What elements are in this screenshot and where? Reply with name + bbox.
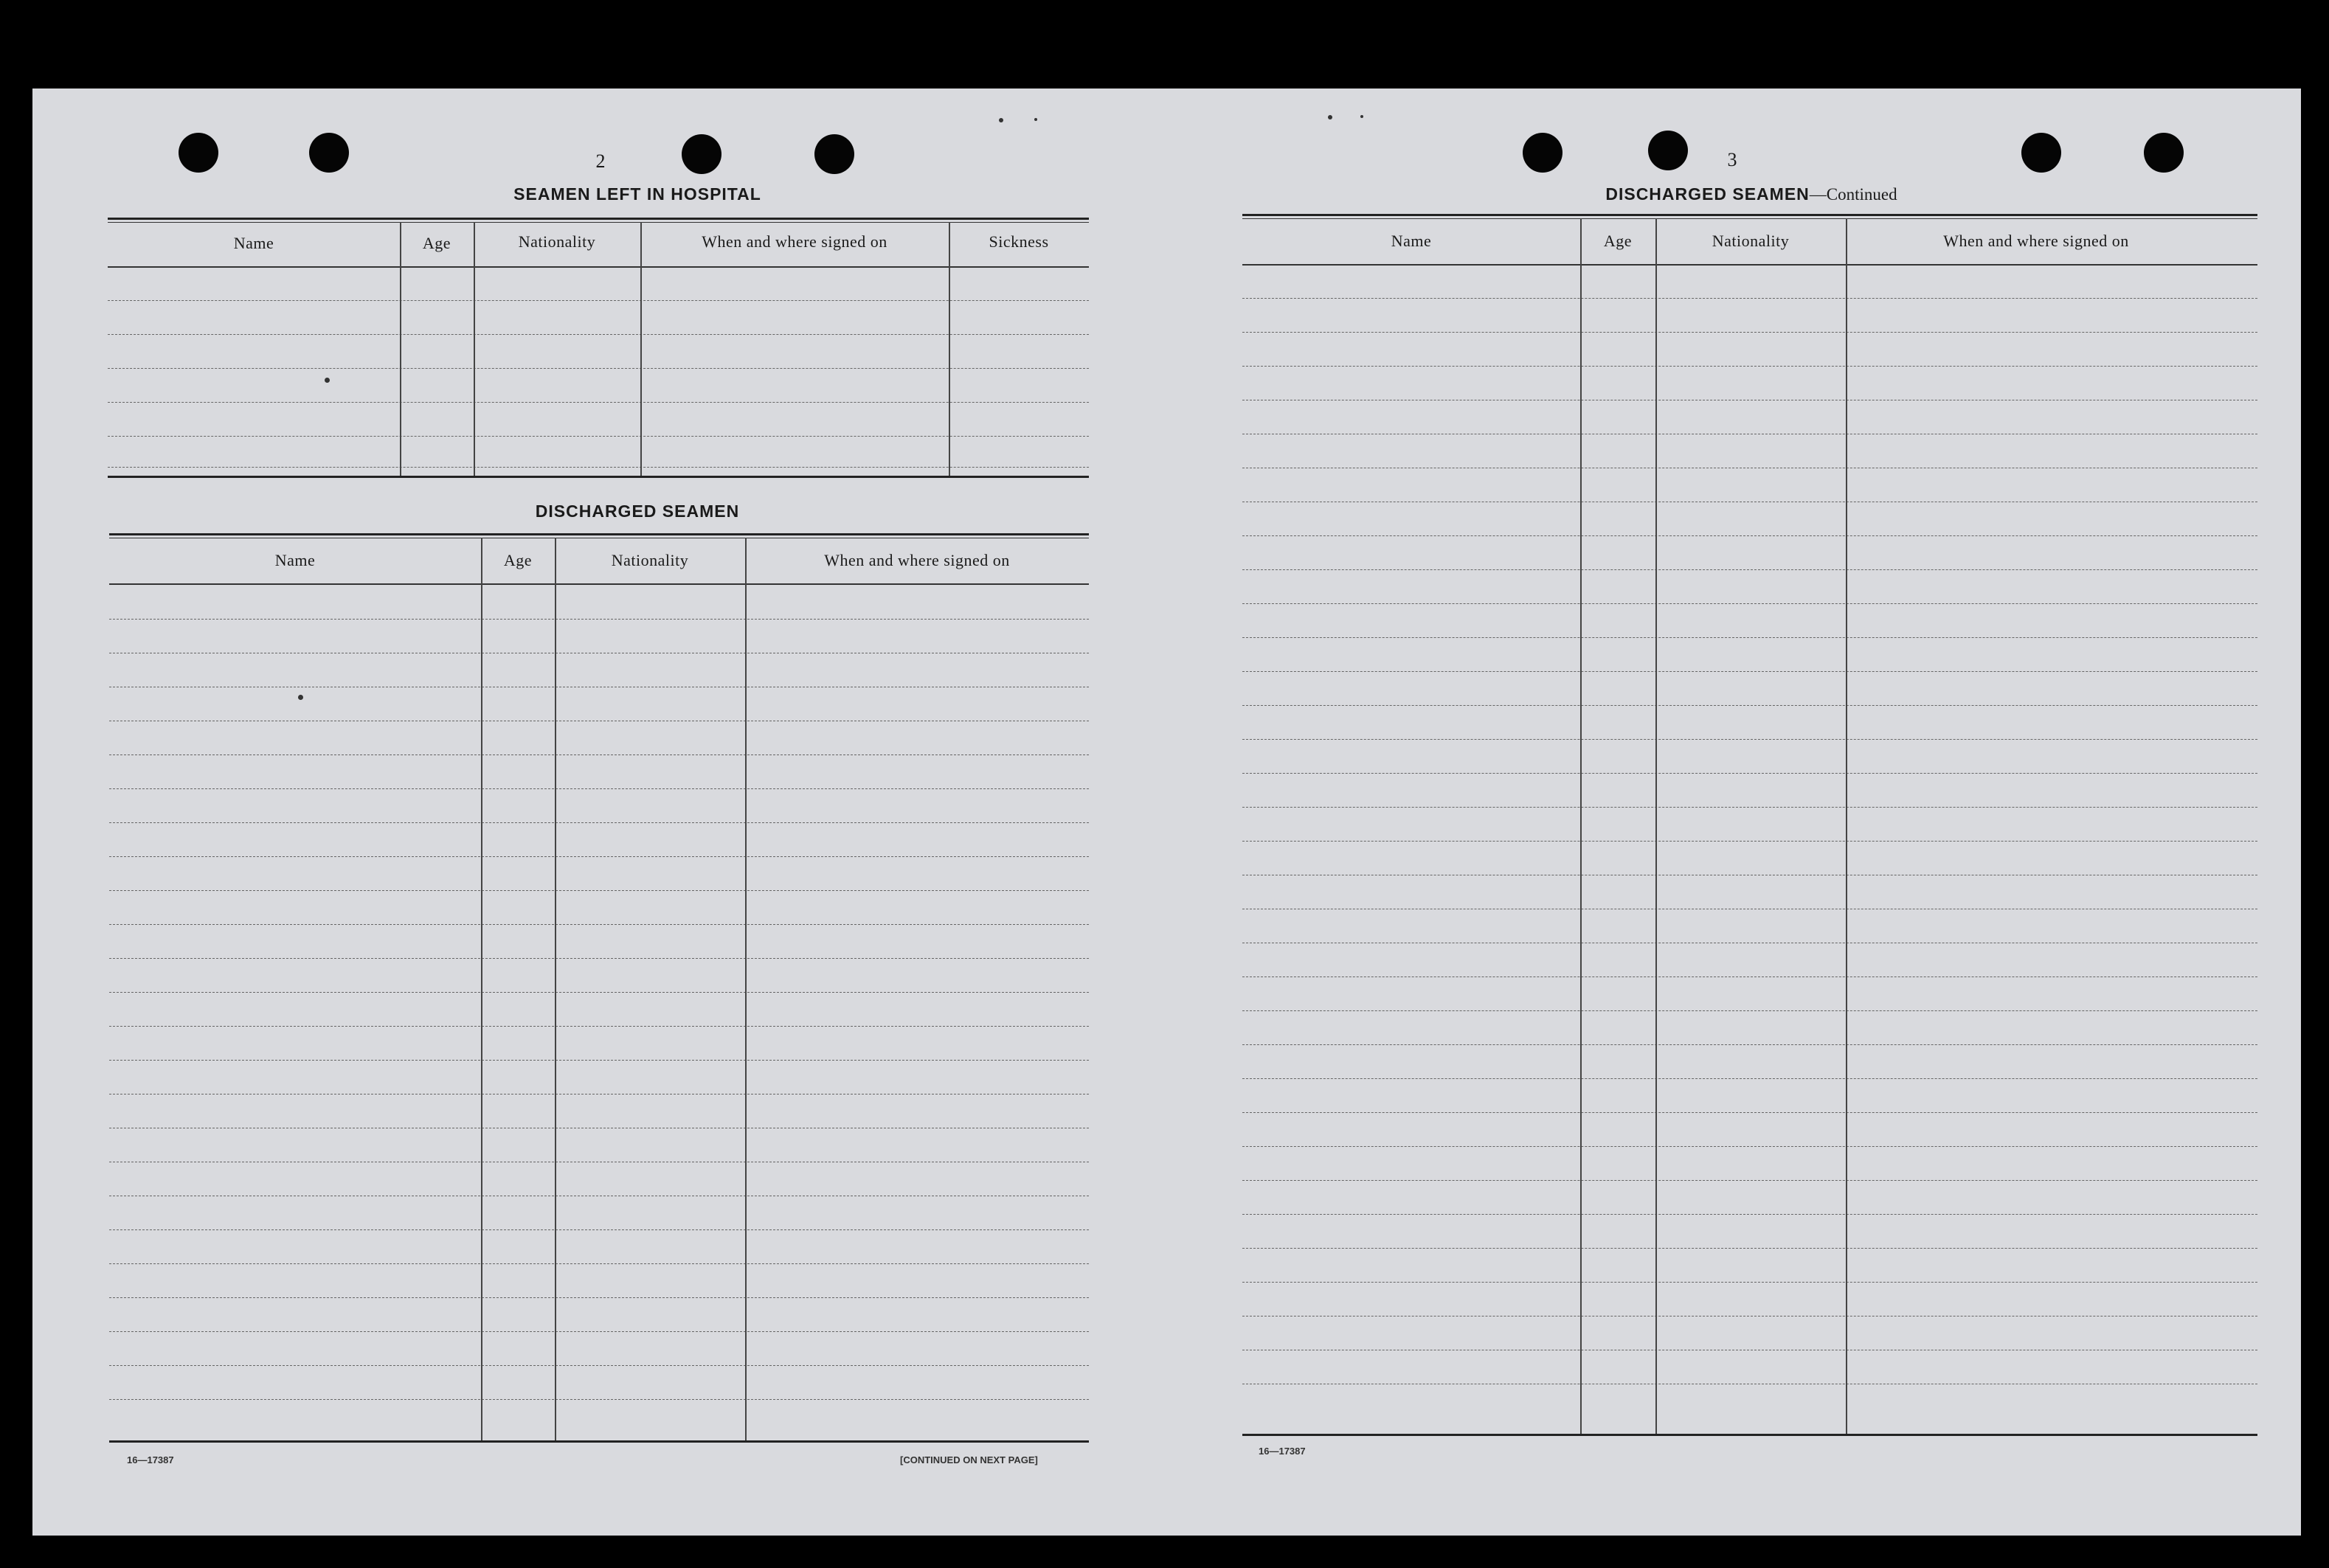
column-header-name: Name <box>274 551 316 569</box>
page-number-right: 3 <box>1727 149 1737 170</box>
discharged-section-title: DISCHARGED SEAMEN <box>535 502 740 521</box>
punch-hole <box>682 134 721 174</box>
punch-hole <box>2144 133 2184 173</box>
page-number-left: 2 <box>595 150 606 172</box>
form-number-right: 16—17387 <box>1259 1446 1306 1457</box>
column-header-age: Age <box>422 234 451 252</box>
column-header-name: Name <box>233 234 274 252</box>
column-header-sickness: Sickness <box>989 232 1049 251</box>
speck <box>1360 115 1363 118</box>
continued-note: [CONTINUED ON NEXT PAGE] <box>900 1454 1038 1465</box>
punch-hole <box>2021 133 2061 173</box>
title-main: DISCHARGED SEAMEN <box>1605 184 1810 204</box>
column-header-age: Age <box>503 551 533 569</box>
column-header-name: Name <box>1391 232 1432 250</box>
discharged-table-left <box>109 533 1089 1448</box>
discharged-continued-title <box>1456 184 2046 204</box>
punch-hole <box>1523 133 1563 173</box>
column-header-nationality: Nationality <box>518 232 596 251</box>
speck <box>1328 115 1332 119</box>
column-header-age: Age <box>1603 232 1633 250</box>
column-header-signed-on: When and where signed on <box>1943 232 2129 250</box>
punch-hole <box>179 133 218 173</box>
hospital-table <box>108 218 1089 483</box>
column-header-signed-on: When and where signed on <box>824 551 1010 569</box>
form-number-left: 16—17387 <box>127 1454 174 1465</box>
title-suffix: —Continued <box>1809 185 1897 204</box>
column-header-nationality: Nationality <box>1712 232 1790 250</box>
speck <box>1034 118 1037 121</box>
speck <box>999 118 1003 122</box>
column-header-nationality: Nationality <box>611 551 689 569</box>
punch-hole <box>309 133 349 173</box>
punch-hole <box>814 134 854 174</box>
hospital-section-title: SEAMEN LEFT IN HOSPITAL <box>513 184 761 204</box>
punch-hole <box>1648 131 1688 170</box>
discharged-table-right <box>1242 214 2257 1441</box>
scanned-form <box>32 89 2301 1536</box>
column-header-signed-on: When and where signed on <box>702 232 887 251</box>
